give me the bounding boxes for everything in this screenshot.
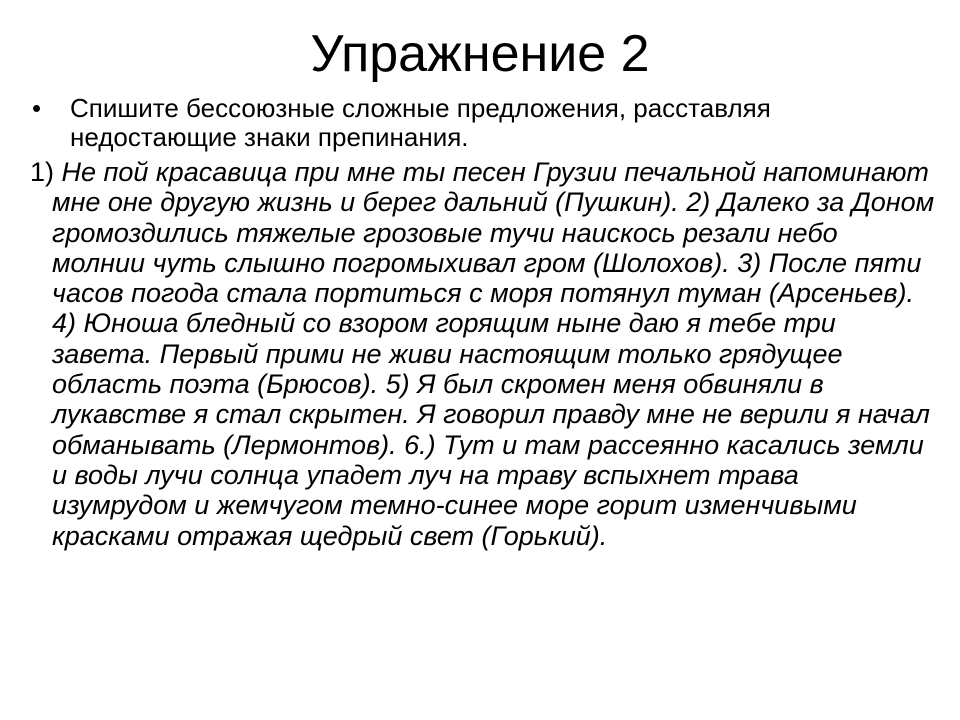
bullet-marker: • bbox=[32, 93, 42, 123]
instruction-text: Спишите бессоюзные сложные предложения, расставляя недостающие знаки препинания. bbox=[70, 93, 771, 152]
slide-title: Упражнение 2 bbox=[310, 25, 650, 83]
exercise-sentences: Не пой красавица при мне ты песен Грузии печальной напоминают мне оне другую жизнь и берег дальний (Пушкин). 2) Далеко за Доном громоздились тяжелые грозовые тучи наискось резали небо молнии чуть слышно погромыхивал гром (Шолохов). 3) После пяти часов погода стала портиться с моря потянул туман (Арсеньев). 4) Юноша бледный со взором горящим ныне даю я тебе три завета. Первый прими не живи настоящим только грядущее область поэта (Брюсов). 5) Я был скромен меня обвиняли в лукавстве я стал скрытен. Я говорил правду мне не верили я начал обманывать (Лермонтов). 6.) Тут и там рассеянно касались земли и воды лучи солнца упадет луч на траву вспыхнет трава изумрудом и жемчугом темно-синее море горит изменчивыми красками отражая щедрый свет (Горький). bbox=[52, 157, 935, 551]
exercise-text-block bbox=[30, 157, 935, 551]
instruction-bullet bbox=[30, 94, 930, 152]
exercise-number: 1) bbox=[30, 157, 55, 187]
